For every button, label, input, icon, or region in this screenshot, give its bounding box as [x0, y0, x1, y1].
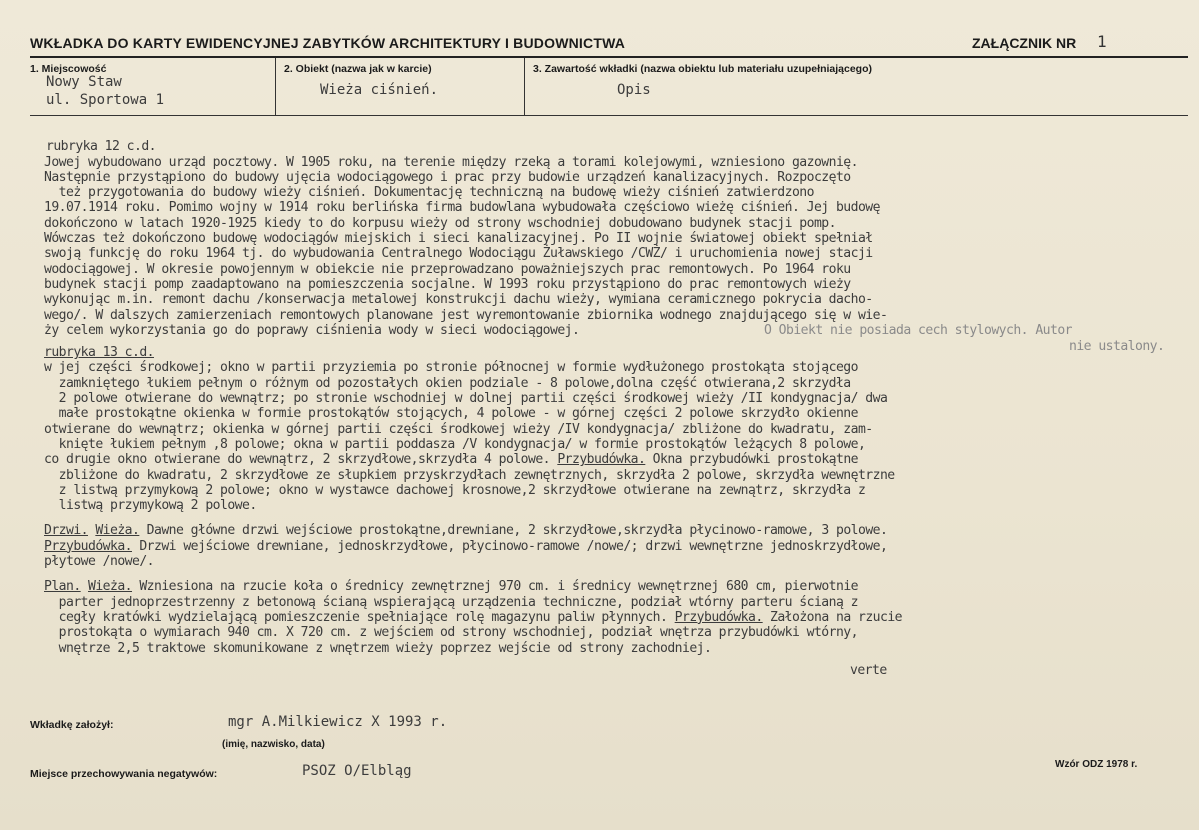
section-13-annex-line: [44, 452, 1194, 467]
text-line: ży celem wykorzystania go do poprawy ciśnienia wody w sieci wodociągowej.: [44, 322, 580, 338]
text-line: listwą przymykową 2 polowe.: [44, 498, 257, 514]
pencil-note-2: nie ustalony.: [1069, 339, 1165, 355]
content-value: Opis: [617, 82, 651, 98]
header-rule: [30, 56, 1188, 58]
author-label: Wkładkę założył:: [30, 719, 114, 731]
text-line: wykonując m.in. remont dachu /konserwacja metalowej konstrukcji dachu wieży, wymiana ceramicznego pokrycia dacho-: [44, 292, 873, 308]
verte-note: verte: [850, 662, 887, 678]
section-12-text: [44, 155, 1194, 339]
plan-tower-label: Wieża.: [88, 579, 133, 595]
text-line: knięte łukiem pełnym ,8 polowe; okna w partii poddasza /V kondygnacja/ w formie prostokątów leżących 8 polowe,: [44, 436, 866, 452]
negatives-label: Miejsce przechowywania negatywów:: [30, 768, 218, 780]
text-line: 19.07.1914 roku. Pomimo wojny w 1914 roku berlińska firma budowlana wybudowała częściowo wieżę ciśnień. Jej budowę: [44, 200, 880, 216]
doors-line-1: [44, 523, 1194, 538]
annex-number: 1: [1097, 32, 1107, 51]
text-line: swoją funkcję do roku 1964 tj. do wybudowania Centralnego Wodociągu Żuławskiego /CWŻ/ i uruchomienia nowej stacji: [44, 246, 873, 262]
negatives-value: PSOZ O/Elbląg: [302, 763, 412, 779]
text-line: małe prostokątne okienka w formie prostokątów stojących, 4 polowe - w górnej części 2 polowe skrzydło okienne: [44, 406, 858, 422]
plan-annex-text: Założona na rzucie: [762, 609, 903, 625]
text-line: Wówczas też dokończono budowę wodociągów miejskich i sieci kanalizacyjnej. Po II wojnie światowej obiekt spełniał: [44, 231, 873, 247]
object-label: 2. Obiekt (nazwa jak w karcie): [284, 63, 432, 75]
annex-label: ZAŁĄCZNIK NR: [972, 35, 1077, 51]
doors-label: Drzwi.: [44, 523, 88, 539]
doors-line-3: płytowe /nowe/.: [44, 554, 154, 570]
box-divider-1: [275, 58, 276, 115]
text-line: otwierane do wewnątrz; okienka w górnej partii części środkowej wieży /IV kondygnacja/ zbliżone do kwadratu, zam-: [44, 421, 873, 437]
place-line-2: ul. Sportowa 1: [46, 92, 165, 108]
text-line: dokończono w latach 1920-1925 kiedy to do korpusu wieży od strony wschodniej dobudowano budynek stacji pomp.: [44, 215, 836, 231]
text-line: też przygotowania do budowy wieży ciśnień. Dokumentację techniczną na budowę wieży ciśnień zatwierdzono: [44, 185, 814, 201]
pencil-note-1: O Obiekt nie posiada cech stylowych. Autor: [764, 323, 1072, 339]
text-line: 2 polowe otwierane do wewnątrz; po stronie wschodniej w dolnej partii części środkowej wieży /II kondygnacja/ dwa: [44, 391, 888, 407]
section-13-text-b: [44, 468, 1194, 514]
author-caption: (imię, nazwisko, data): [222, 739, 325, 750]
text-line: zamkniętego łukiem pełnym o różnym od pozostałych okien podziale - 8 polowe,dolna część otwierana,2 skrzydła: [44, 375, 851, 391]
text-line: Jowej wybudowano urząd pocztowy. W 1905 roku, na terenie między rzeką a torami kolejowymi, wzniesiono gazownię.: [44, 154, 858, 170]
text-line: z listwą przymykową 2 polowe; okno w wystawce dachowej krosnowe,2 skrzydłowe otwierane na zewnątrz, skrzydła z: [44, 482, 866, 498]
section-13-last-line: co drugie okno otwierane do wewnątrz, 2 skrzydłowe,skrzydła 4 polowe.: [44, 452, 558, 468]
text-line: Następnie przystąpiono do budowy ujęcia wodociągowego i prac przy budowie urządzeń kanalizacyjnych. Rozpoczęto: [44, 169, 851, 185]
doors-annex-text: Drzwi wejściowe drewniane, jednoskrzydłowe, płycinowo-ramowe /nowe/; drzwi wewnętrzne jednoskrzydłowe,: [132, 538, 888, 554]
plan-annex-label: Przybudówka.: [674, 609, 763, 625]
text-line: wodociągowej. W okresie powojennym w obiekcie nie przeprowadzano poważniejszych prac remontowych. Po 1964 roku: [44, 261, 851, 277]
plan-line-5: wnętrze 2,5 traktowe skomunikowane z wnętrzem wieży poprzez wejście od strony zachodniej.: [44, 640, 712, 656]
place-label: 1. Miejscowość: [30, 63, 107, 75]
text-line: w jej części środkowej; okno w partii przyziemia po stronie północnej w formie wydłużonego prostokąta stojącego: [44, 360, 858, 376]
plan-line-2: parter jednoprzestrzenny z betonową ścianą wspierającą urządzenia techniczne, podział wtórny parteru ścianą z: [44, 594, 858, 610]
text-line: budynek stacji pomp zaadaptowano na pomieszczenia socjalne. W 1993 roku przystąpiono do prac remontowych wieży: [44, 276, 851, 292]
annex-windows-tail: Okna przybudówki prostokątne: [645, 452, 858, 468]
section-13-heading: rubryka 13 c.d.: [44, 345, 154, 361]
plan-tower-text: Wzniesiona na rzucie koła o średnicy zewnętrznej 970 cm. i średnicy wewnętrznej 680 cm, pierwotnie: [132, 579, 858, 595]
content-label: 3. Zawartość wkładki (nazwa obiektu lub materiału uzupełniającego): [533, 63, 872, 75]
section-12-heading: rubryka 12 c.d.: [46, 139, 156, 155]
place-line-1: Nowy Staw: [46, 74, 122, 90]
plan-line-4: prostokąta o wymiarach 940 cm. X 720 cm. z wejściem od strony wschodniej, podział wnętrza przybudówki wtórny,: [44, 625, 858, 641]
plan-line-3: [44, 610, 1194, 625]
section-13-text: [44, 360, 1194, 452]
plan-line-1: [44, 579, 1194, 594]
form-model: Wzór ODZ 1978 r.: [1055, 759, 1138, 770]
doors-tower-label: Wieża.: [95, 523, 140, 539]
plan-line-3-text: cegły kratówki wydzielającą pomieszczenie spełniające rolę magazynu paliw płynnych.: [44, 609, 668, 625]
doors-line-2: [44, 539, 1194, 554]
object-value: Wieża ciśnień.: [320, 82, 439, 98]
author-value: mgr A.Milkiewicz X 1993 r.: [228, 714, 448, 730]
form-title: WKŁADKA DO KARTY EWIDENCYJNEJ ZABYTKÓW ARCHITEKTURY I BUDOWNICTWA: [30, 35, 626, 51]
doors-annex-label: Przybudówka.: [44, 538, 132, 554]
box-divider-2: [524, 58, 525, 115]
boxes-rule: [30, 115, 1188, 116]
plan-label: Plan.: [44, 579, 81, 595]
text-line: zbliżone do kwadratu, 2 skrzydłowe ze słupkiem przyskrzydłach zewnętrznych, skrzydła 2 polowe, skrzydła wewnętrzne: [44, 467, 895, 483]
text-line: wego/. W dalszych zamierzeniach remontowych planowane jest wyremontowanie zbiornika wodnego znajdującego się w wie-: [44, 307, 888, 323]
annex-windows-label: Przybudówka.: [557, 452, 646, 468]
description-body: [44, 124, 1194, 709]
doors-tower-text: Dawne główne drzwi wejściowe prostokątne,drewniane, 2 skrzydłowe,skrzydła płycinowo-ramowe, 3 polowe.: [139, 523, 888, 539]
